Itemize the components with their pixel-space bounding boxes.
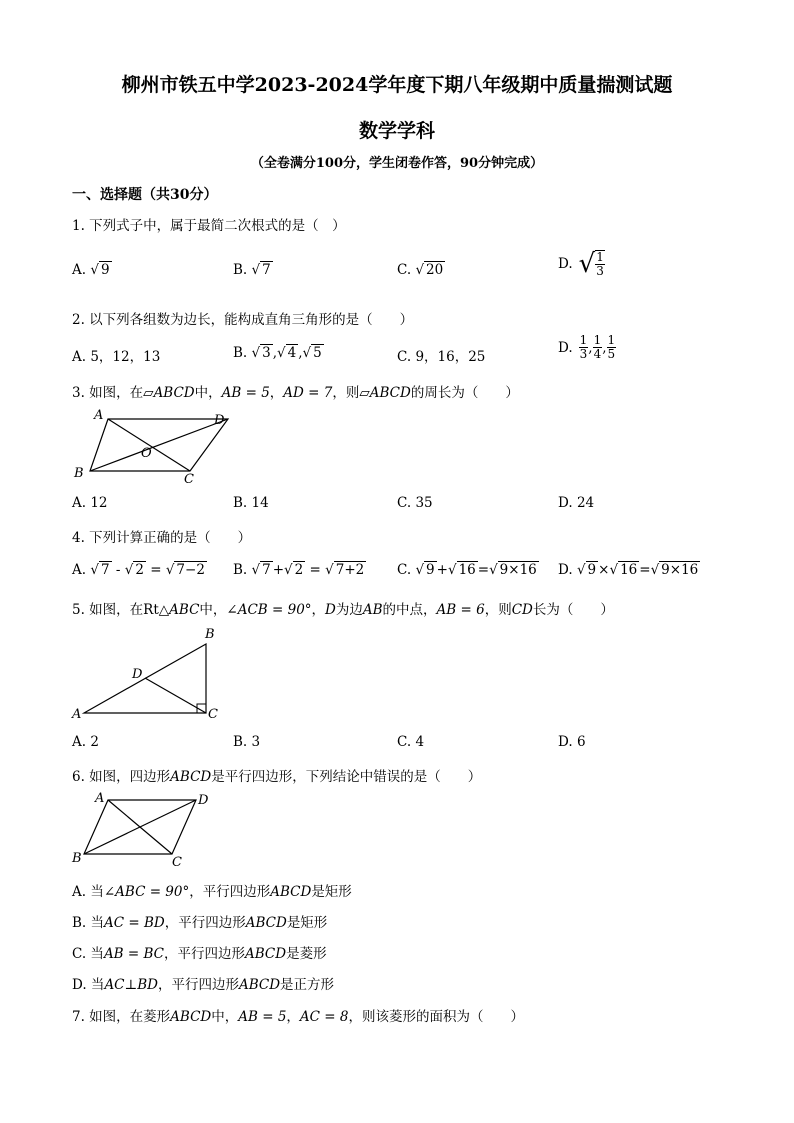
option-text: 是矩形 (311, 884, 352, 900)
question-4-stem: 4. 下列计算正确的是（ ） (72, 530, 252, 546)
math-term: AD = 7 (283, 385, 333, 401)
option-label: C. (397, 349, 412, 365)
equals-sign: = (150, 562, 162, 578)
stem-text: 7. 如图，在菱形 (72, 1009, 171, 1025)
radicand: 3 (262, 345, 271, 361)
stem-text: 的中点， (382, 602, 437, 618)
option-text: C. 当 (72, 946, 104, 962)
sqrt-expression: √ 7+2 (325, 562, 365, 578)
q3-option-d (558, 495, 594, 511)
math-term: AC = BD (104, 915, 165, 931)
math-term: ABCD (170, 769, 212, 785)
q1-option-d (558, 250, 605, 278)
question-7-stem (72, 1005, 524, 1025)
math-term: ABC (169, 602, 200, 618)
math-term: ∠ABC = 90° (103, 884, 190, 900)
math-term: AB (362, 602, 383, 618)
math-term: ABCD (369, 385, 411, 401)
fraction (595, 250, 605, 278)
sqrt-expression: √ 7 (251, 562, 271, 578)
q2-option-b: B. √ 3 ,√ 4 ,√ 5 (233, 345, 322, 361)
vertex-label-d: D (198, 793, 209, 808)
section-title: 一、选择题（共30分） (72, 187, 218, 203)
operator: + (436, 562, 448, 578)
fraction (607, 334, 617, 361)
sqrt-expression: √ 3 (251, 345, 271, 361)
radicand: 9 (426, 562, 435, 578)
q6-option-c (72, 942, 327, 962)
radicand: 4 (287, 345, 297, 361)
option-label: A. (72, 562, 87, 578)
question-6-stem (72, 765, 481, 785)
option-text: 5，12，13 (90, 349, 161, 365)
stem-text: ，则该菱形的面积为（ ） (348, 1009, 524, 1025)
stem-text: 中， (199, 602, 227, 618)
denominator: 4 (593, 347, 602, 361)
option-text: 3 (251, 734, 261, 750)
vertex-label-b: B (74, 466, 84, 481)
radicand: 16 (458, 562, 476, 578)
option-text: 24 (576, 495, 595, 511)
sqrt-expression: √ 7 (90, 562, 110, 578)
stem-text: 5. 如图，在 (72, 602, 144, 618)
subject-title: 数学学科 (358, 120, 435, 142)
q4-option-d (558, 562, 700, 578)
radicand: 7 (262, 562, 271, 578)
fraction (579, 334, 589, 361)
option-text: 是菱形 (286, 946, 327, 962)
stem-text: ， (286, 1009, 300, 1025)
math-term: AC = 8 (299, 1009, 349, 1025)
question-2-stem: 2. 以下列各组数为边长，能构成直角三角形的是（ ） (72, 312, 414, 328)
stem-text: ， (269, 385, 284, 401)
vertex-label-b: B (72, 851, 82, 866)
sqrt-expression: √ 4 (277, 345, 297, 361)
q5-right-triangle-figure (68, 624, 228, 724)
vertex-label-d: D (214, 413, 225, 428)
vertex-label-a: A (72, 707, 82, 722)
exam-note: （全卷满分100分，学生闭卷作答，90分钟完成） (250, 156, 544, 171)
option-text: ，平行四边形 (164, 915, 246, 931)
math-term: AC⊥BD (104, 977, 158, 993)
midpoint-label-d: D (132, 667, 143, 682)
q2-option-d: D. $\frac{1}{3}$ , $\frac{1}{4}$ , $\frac{1}{5}$ (558, 333, 616, 361)
option-label: B. (233, 734, 248, 750)
option-text: 2 (90, 734, 99, 750)
center-label-o: O (141, 446, 152, 461)
sqrt-expression: √ 9×16 (650, 562, 699, 578)
option-label: C. (397, 562, 412, 578)
option-label: A. (72, 262, 87, 278)
radicand: 7+2 (335, 562, 365, 578)
sqrt-expression: √ 20 (415, 262, 444, 278)
radicand: 20 (426, 262, 444, 278)
triangle-symbol: △ (158, 602, 170, 618)
sqrt-expression: √ 9 (415, 562, 435, 578)
q1-option-c (397, 262, 445, 278)
sqrt-expression: √ 9 (90, 262, 110, 278)
option-label: D. (558, 495, 573, 511)
question-1-stem: 1. 下列式子中，属于最简二次根式的是（ ） (72, 218, 346, 234)
denominator: 3 (579, 347, 588, 361)
radicand: 7−2 (176, 562, 205, 578)
radicand: 9×16 (661, 562, 699, 578)
sqrt-expression: √ 2 (124, 562, 144, 578)
stem-text: 为边 (335, 602, 363, 618)
equals-sign: = (639, 562, 651, 578)
radicand: 5 (313, 345, 322, 361)
parallelogram-symbol: ▱ (359, 385, 370, 401)
option-text: ，平行四边形 (157, 977, 239, 993)
vertex-label-c: C (184, 472, 194, 487)
vertex-label-c: C (172, 855, 182, 868)
operator: × (598, 562, 610, 578)
option-text: D. 当 (72, 977, 105, 993)
option-text: 35 (415, 495, 433, 511)
radicand: 7 (100, 562, 110, 578)
q4-option-c (397, 562, 539, 578)
option-text: 14 (251, 495, 269, 511)
radicand: 9 (587, 562, 597, 578)
denominator: 3 (596, 264, 604, 278)
question-3-stem (72, 381, 519, 401)
stem-text: 长为（ ） (532, 602, 614, 618)
math-term: ABCD (153, 385, 195, 401)
stem-text: 是平行四边形，下列结论中错误的是（ ） (211, 769, 482, 785)
option-label: D. (558, 256, 573, 272)
fraction (593, 334, 603, 361)
math-term: ABCD (238, 977, 281, 993)
equals-sign: = (309, 562, 321, 578)
stem-text: ，则 (332, 385, 360, 401)
stem-text: ， (311, 602, 326, 618)
radicand: 9 (100, 262, 110, 278)
math-term: CD (511, 602, 533, 618)
q5-option-a (72, 734, 99, 750)
sqrt-expression: √ 2 (284, 562, 304, 578)
q3-option-c (397, 495, 433, 511)
math-term: Rt (143, 602, 159, 618)
radicand: 2 (135, 562, 144, 578)
numerator: 1 (593, 333, 602, 347)
option-text: 6 (576, 734, 586, 750)
math-term: ABCD (170, 1009, 212, 1025)
q6-option-b (72, 911, 327, 931)
option-text: 是矩形 (286, 915, 328, 931)
option-label: A. (72, 495, 87, 511)
option-text: 是正方形 (280, 977, 335, 993)
option-label: B. (233, 562, 248, 578)
option-label: D. (558, 339, 573, 356)
math-term: ABCD (245, 915, 287, 931)
q6-option-d (72, 973, 334, 993)
question-5-stem (72, 598, 614, 618)
numerator: 1 (596, 250, 604, 264)
q5-option-d (558, 734, 586, 750)
option-label: A. (72, 349, 87, 365)
option-label: C. (397, 262, 412, 278)
q5-option-c (397, 734, 424, 750)
math-term: AB = 6 (436, 602, 485, 618)
q3-option-a (72, 495, 108, 511)
q6-option-a (72, 880, 352, 900)
sqrt-expression: √ 9 (576, 562, 597, 578)
math-term: AB = BC (103, 946, 165, 962)
stem-text: 中， (211, 1009, 239, 1025)
option-label: C. (397, 734, 412, 750)
stem-text: ，则 (484, 602, 512, 618)
numerator: 1 (607, 333, 616, 347)
equals-sign: = (477, 562, 490, 578)
sqrt-expression: √ 9×16 (489, 562, 537, 578)
sqrt-expression: √ 16 (609, 562, 638, 578)
radicand: 2 (294, 562, 304, 578)
option-label: B. (233, 262, 248, 278)
option-label: C. (397, 495, 412, 511)
q1-option-a (72, 262, 112, 278)
q3-parallelogram-figure (70, 405, 240, 487)
q6-parallelogram-figure (68, 788, 228, 868)
diagonal-bd (84, 800, 196, 854)
math-term: D (325, 602, 336, 618)
q4-option-b (233, 562, 366, 578)
q2-option-a (72, 345, 160, 365)
parallelogram-symbol: ▱ (143, 385, 154, 401)
q5-option-b (233, 734, 260, 750)
q3-option-b (233, 495, 269, 511)
diagonal-bd (90, 419, 228, 471)
vertex-label-a: A (95, 791, 105, 806)
option-text: B. 当 (72, 915, 105, 931)
option-text: ，平行四边形 (189, 884, 271, 900)
stem-text: 6. 如图，四边形 (72, 769, 171, 785)
option-text: 4 (415, 734, 425, 750)
option-label: D. (558, 562, 573, 578)
math-term: AB = 5 (238, 1009, 287, 1025)
exam-title: 柳州市铁五中学2023-2024学年度下期八年级期中质量揣测试题 (121, 74, 673, 96)
sqrt-expression: √ 7 (251, 262, 271, 278)
q2-option-c (397, 345, 485, 365)
radicand: 7 (262, 262, 271, 278)
radicand: 9×16 (499, 562, 537, 578)
denominator: 5 (607, 347, 616, 361)
diagonal-ac (108, 419, 190, 471)
option-label: D. (558, 734, 573, 750)
operator: + (272, 562, 285, 578)
sqrt-expression: √ 5 (302, 345, 322, 361)
option-label: B. (233, 495, 248, 511)
option-label: B. (233, 345, 248, 361)
numerator: 1 (579, 333, 588, 347)
sqrt-expression: √ 16 (447, 562, 476, 578)
vertex-label-a: A (94, 408, 104, 423)
stem-text: 的周长为（ ） (410, 385, 519, 401)
vertex-label-c: C (208, 707, 218, 722)
vertex-label-b: B (205, 627, 215, 642)
sqrt-sign: √ (578, 249, 596, 279)
q1-option-b (233, 262, 273, 278)
option-text: ，平行四边形 (164, 946, 246, 962)
stem-text: 3. 如图，在 (72, 385, 144, 401)
option-label: A. (72, 734, 87, 750)
math-term: ∠ACB = 90° (226, 602, 312, 618)
math-term: AB = 5 (221, 385, 270, 401)
radicand: 16 (620, 562, 638, 578)
option-text: 9，16，25 (415, 349, 486, 365)
math-term: ABCD (245, 946, 287, 962)
math-term: ABCD (270, 884, 312, 900)
stem-text: 中， (194, 385, 222, 401)
option-text: 12 (90, 495, 108, 511)
sqrt-expression: √ 7−2 (165, 562, 205, 578)
option-text: A. 当 (72, 884, 104, 900)
operator: - (115, 562, 121, 578)
q4-option-a (72, 562, 207, 578)
